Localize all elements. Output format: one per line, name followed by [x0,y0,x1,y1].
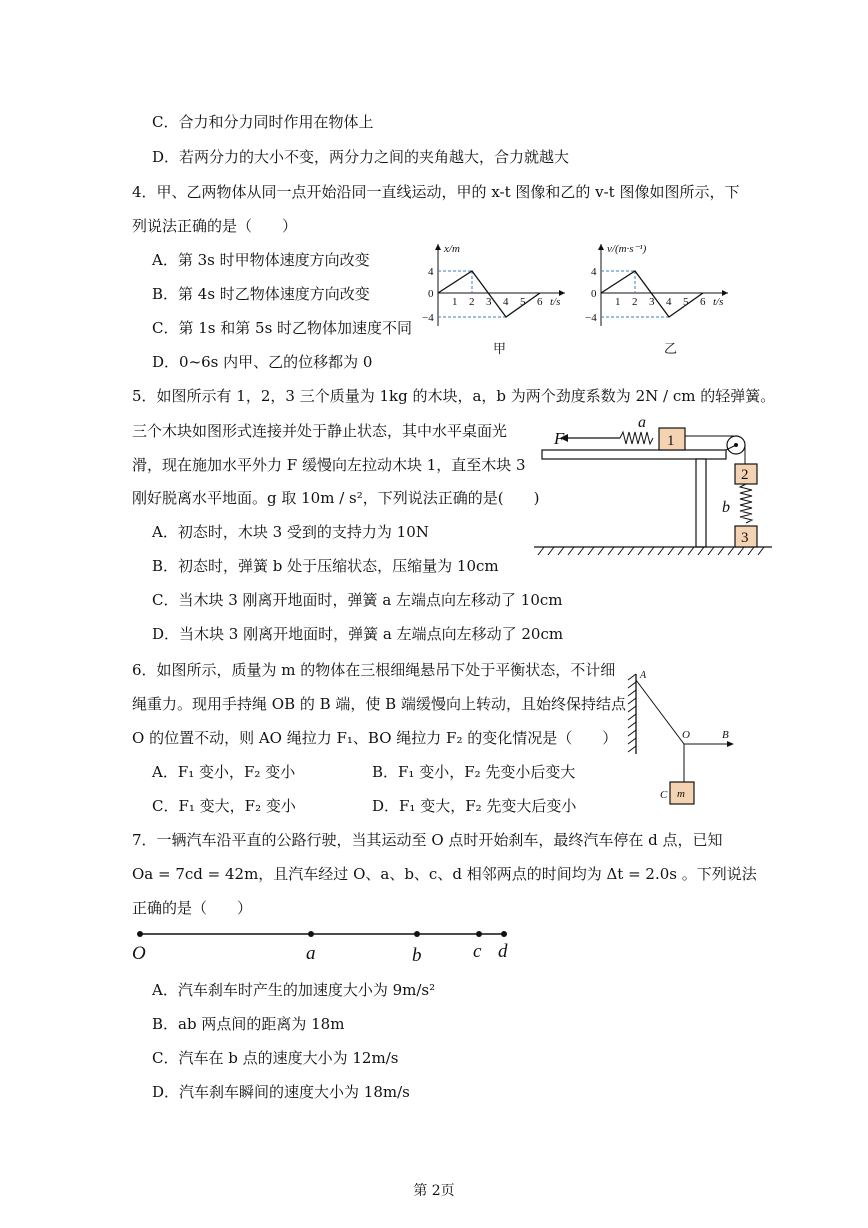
q6-figure [624,662,744,812]
xtick: 4 [666,296,672,308]
mass-label: m [677,788,685,800]
point-d-label: d [498,941,508,962]
point-b [414,931,420,937]
q7-option-b: B．ab 两点间的距离为 18m [152,1015,345,1033]
xtick: 1 [452,296,458,308]
q7-option-d: D．汽车刹车瞬间的速度大小为 18m/s [152,1083,410,1101]
point-b-label: B [722,729,729,741]
point-c-label: c [473,941,482,962]
q4-graph-jia-caption: 甲 [493,342,507,357]
q6-stem-line2: 绳重力。现用手持绳 OB 的 B 端，使 B 端缓慢向上转动，且始终保持结点 [132,695,626,713]
xlabel: t/s [550,296,561,308]
point-d [501,931,507,937]
xtick: 3 [649,296,655,308]
point-o [137,931,143,937]
q4-option-d: D．0~6s 内甲、乙的位移都为 0 [152,353,373,371]
q7-figure [126,924,526,968]
spring-b [740,484,752,523]
q3-option-c: C．合力和分力同时作用在物体上 [152,113,374,131]
q4-graph-yi [583,238,733,330]
q5-stem-line2: 三个木块如图形式连接并处于静止状态，其中水平桌面光 [132,422,508,440]
q5-option-c: C．当木块 3 刚离开地面时，弹簧 a 左端点向左移动了 10cm [152,591,563,609]
page-number: 第 2页 [413,1183,455,1199]
q5-option-b: B．初态时，弹簧 b 处于压缩状态，压缩量为 10cm [152,557,499,575]
xtick: 6 [537,296,543,308]
table-leg [696,459,706,547]
xtick: 5 [520,296,526,308]
point-a-label: a [306,943,316,964]
rope-ob-arrow [727,741,734,747]
ytick: 4 [428,266,434,278]
x-t-curve [438,271,540,317]
q6-option-b: B．F₁ 变小，F₂ 先变小后变大 [372,763,576,781]
q5-option-d: D．当木块 3 刚离开地面时，弹簧 a 左端点向左移动了 20cm [152,625,564,643]
q5-stem-line1: 5．如图所示有 1，2，3 三个质量为 1kg 的木块，a，b 为两个劲度系数为 2N / cm 的轻弹簧。 [132,387,776,405]
q6-option-a: A．F₁ 变小，F₂ 变小 [152,763,296,781]
spring-a [620,432,653,444]
q7-option-c: C．汽车在 b 点的速度大小为 12m/s [152,1049,399,1067]
xtick: 2 [469,296,475,308]
q4-option-b: B．第 4s 时乙物体速度方向改变 [152,285,370,303]
ytick: 0 [591,288,597,300]
block-1-label: 1 [667,433,675,449]
q7-stem-line3: 正确的是（ ） [132,899,253,917]
ground-hatch [538,547,764,555]
q6-stem-line1: 6．如图所示，质量为 m 的物体在三根细绳悬吊下处于平衡状态，不计细 [132,661,616,679]
y-axis-arrow [435,244,441,250]
q7-option-a: A．汽车刹车时产生的加速度大小为 9m/s² [152,981,436,999]
block-2-label: 2 [741,467,749,483]
q7-stem-line2: Oa = 7cd = 42m，且汽车经过 O、a、b、c、d 相邻两点的时间均为 Δt = 2.0s 。下列说法 [132,865,757,883]
xtick: 1 [615,296,621,308]
q4-stem-line2: 列说法正确的是（ ） [132,217,298,235]
wall-hatch [628,674,636,752]
ytick: 4 [591,266,597,278]
xlabel: t/s [713,296,724,308]
q4-option-a: A．第 3s 时甲物体速度方向改变 [152,251,370,269]
point-c [476,931,482,937]
point-a-label: A [640,670,647,681]
y-axis-arrow [598,244,604,250]
spring-b-label: b [722,499,730,516]
point-b-label: b [412,945,422,966]
q5-option-a: A．初态时，木块 3 受到的支持力为 10N [152,523,429,541]
q4-stem-line1: 4．甲、乙两物体从同一点开始沿同一直线运动，甲的 x-t 图像和乙的 v-t 图像如图所示，下 [132,183,740,201]
rope-ao [636,680,684,744]
q3-option-d: D．若两分力的大小不变，两分力之间的夹角越大，合力就越大 [152,148,570,166]
ylabel: x/m [444,243,460,255]
v-t-curve [601,271,703,317]
ytick: 0 [428,288,434,300]
q7-stem-line1: 7．一辆汽车沿平直的公路行驶，当其运动至 O 点时开始刹车，最终汽车停在 d 点，已知 [132,831,723,849]
q6-option-d: D．F₁ 变大，F₂ 先变大后变小 [372,797,577,815]
xtick: 4 [503,296,509,308]
xtick: 2 [632,296,638,308]
ytick: −4 [422,312,434,324]
q4-graph-yi-caption: 乙 [664,342,678,357]
ylabel: v/(m·s⁻¹) [607,243,647,255]
q4-option-c: C．第 1s 和第 5s 时乙物体加速度不同 [152,319,413,337]
point-o-label: O [682,729,690,741]
spring-a-label: a [638,414,646,431]
q6-option-c: C．F₁ 变大，F₂ 变小 [152,797,296,815]
q5-stem-line4: 刚好脱离水平地面。g 取 10m / s²，下列说法正确的是( ) [132,489,540,507]
ytick: −4 [585,312,597,324]
point-o-label: O [132,943,146,964]
block-3-label: 3 [741,530,749,546]
q5-stem-line3: 滑，现在施加水平外力 F 缓慢向左拉动木块 1，直至木块 3 [132,456,526,474]
point-a [308,931,314,937]
xtick: 3 [486,296,492,308]
point-c-label: C [660,789,668,801]
q5-figure [534,412,774,562]
table-top [542,450,726,459]
xtick: 6 [700,296,706,308]
q4-graph-jia [420,238,570,330]
xtick: 5 [683,296,689,308]
q6-stem-line3: O 的位置不动，则 AO 绳拉力 F₁、BO 绳拉力 F₂ 的变化情况是（ ） [132,729,618,747]
force-label: F [554,429,565,448]
